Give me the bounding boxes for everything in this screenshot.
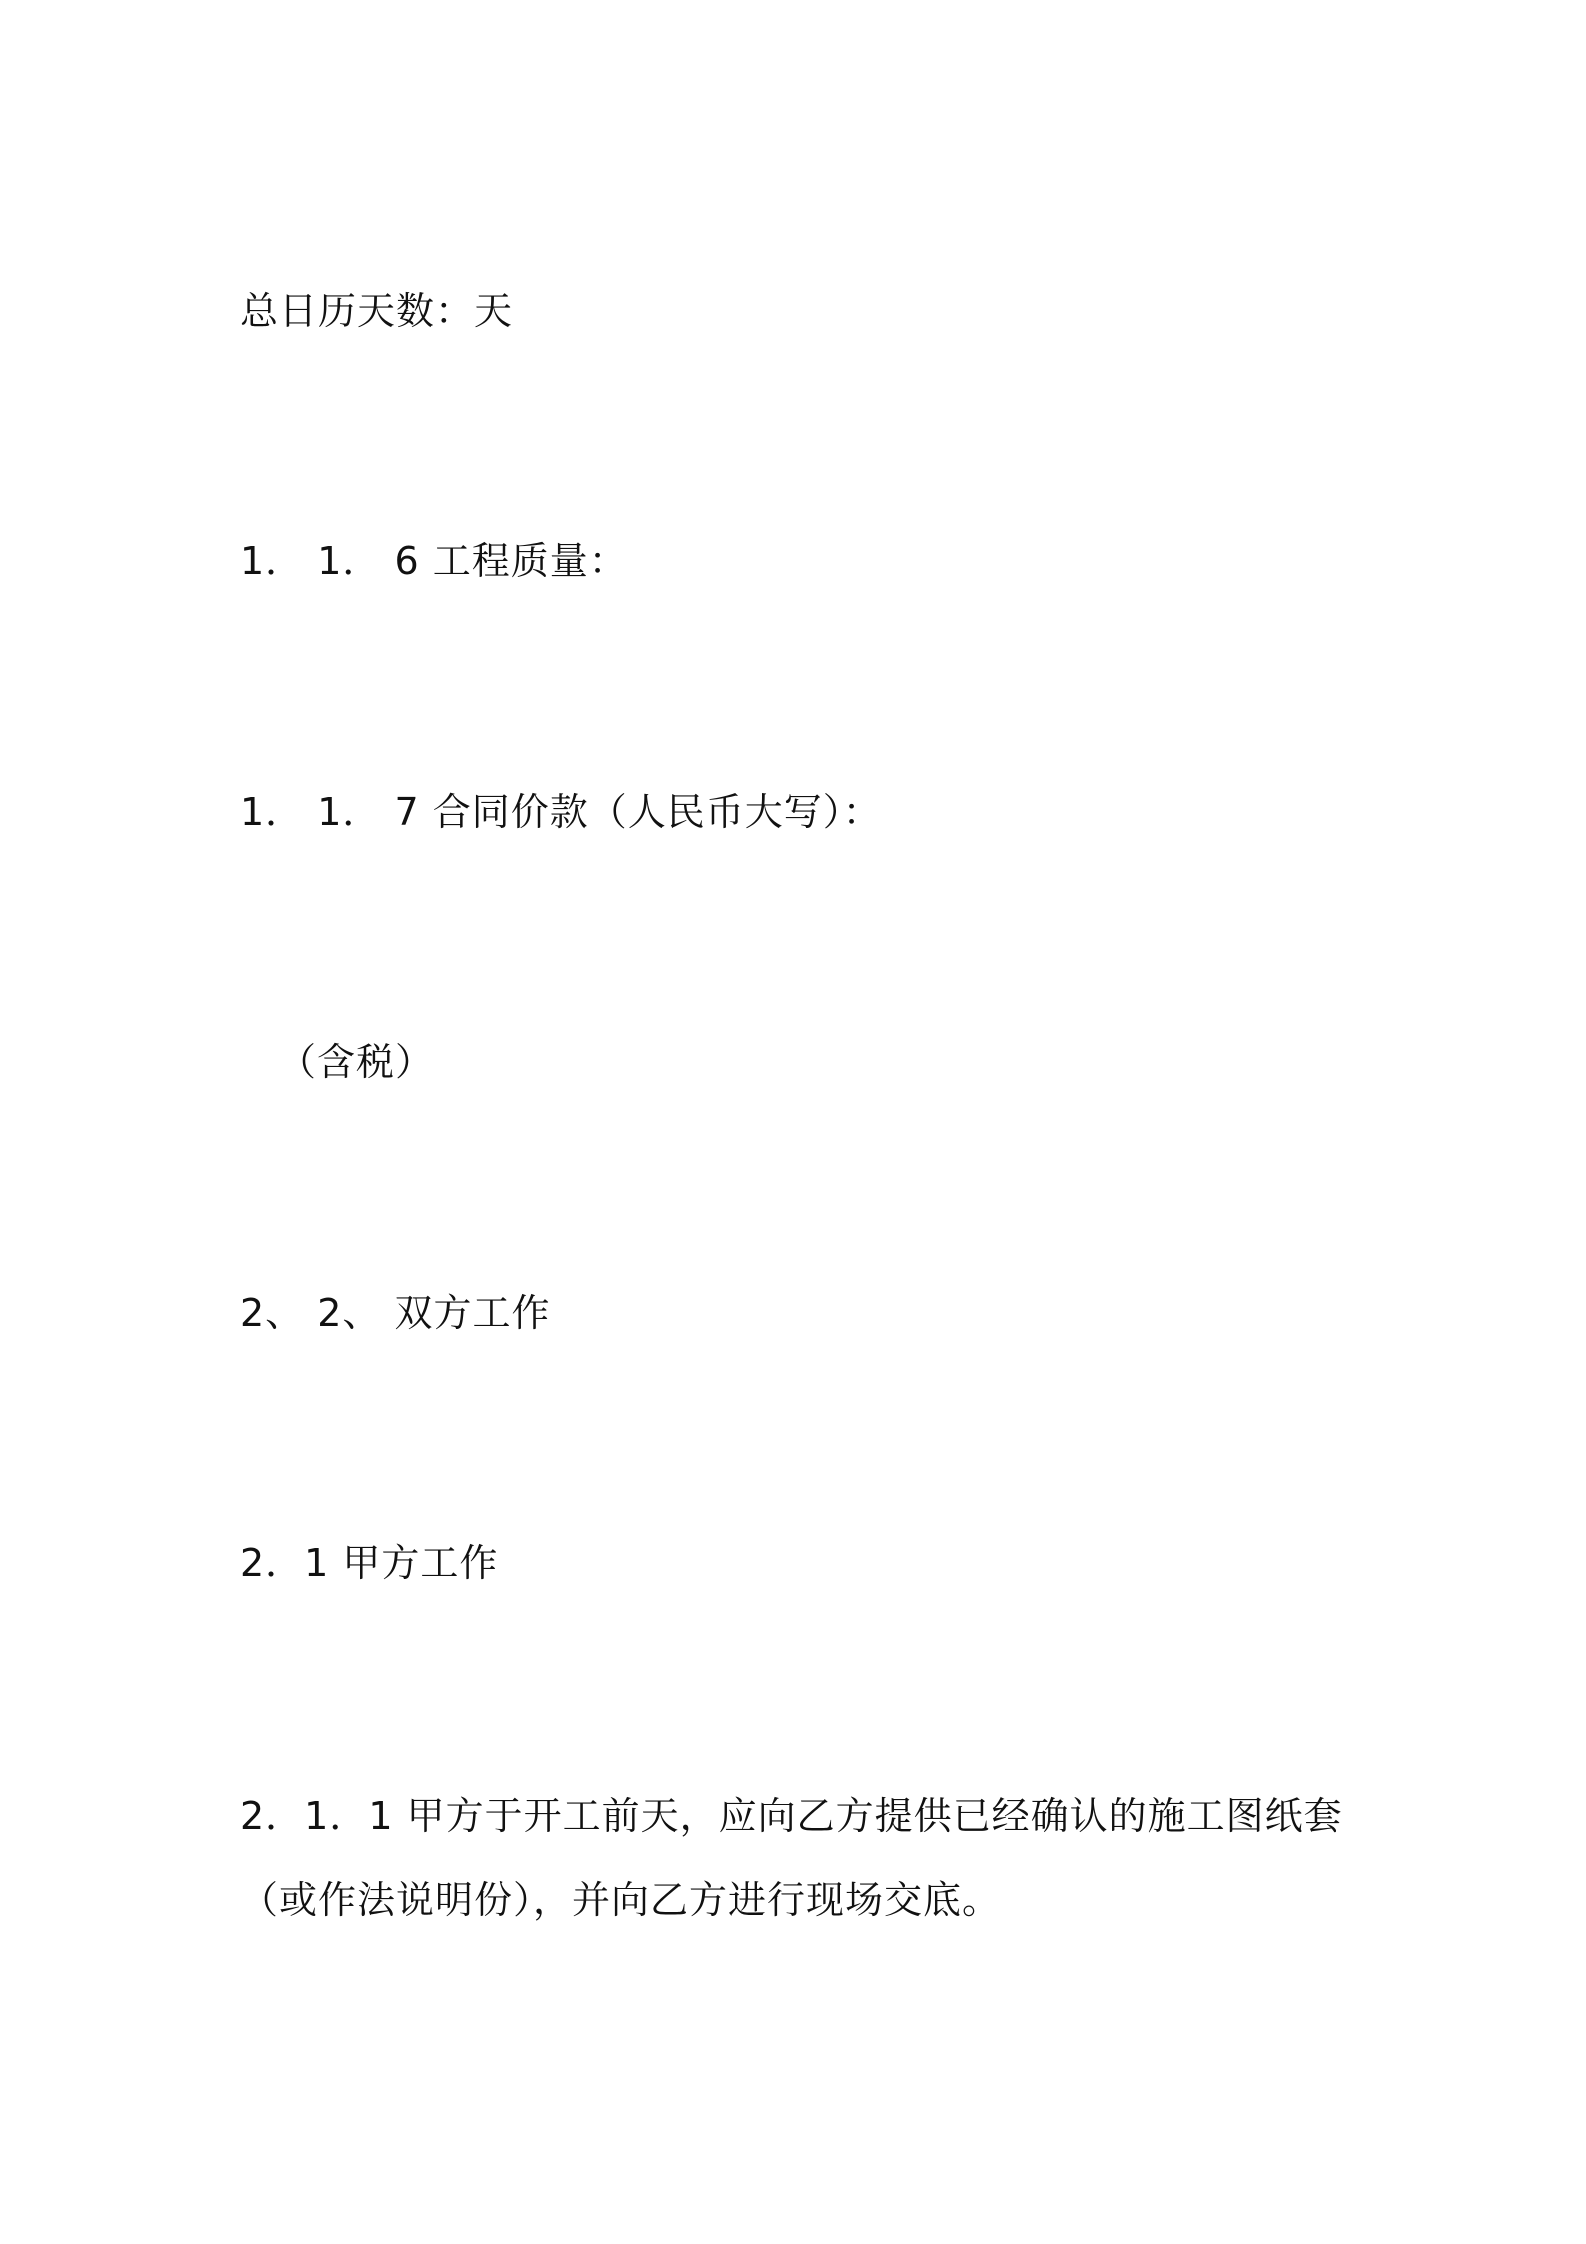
- section-2-1-party-a-work: 2．1 甲方工作: [240, 1541, 499, 1585]
- clause-1-1-7-contract-price: 1． 1． 7 合同价款（人民币大写）：: [240, 790, 882, 834]
- clause-1-1-6-quality: 1． 1． 6 工程质量：: [240, 539, 628, 583]
- clause-2-1-1-drawings: 2．1．1 甲方于开工前天，应向乙方提供已经确认的施工图纸套（或作法说明份），并向乙方进行现场交底。: [240, 1794, 1343, 1922]
- total-calendar-days-line: 总日历天数：天: [240, 289, 514, 333]
- section-2-2-both-parties-work: 2、 2、 双方工作: [240, 1291, 551, 1335]
- tax-included-note: （含税）: [278, 1040, 435, 1084]
